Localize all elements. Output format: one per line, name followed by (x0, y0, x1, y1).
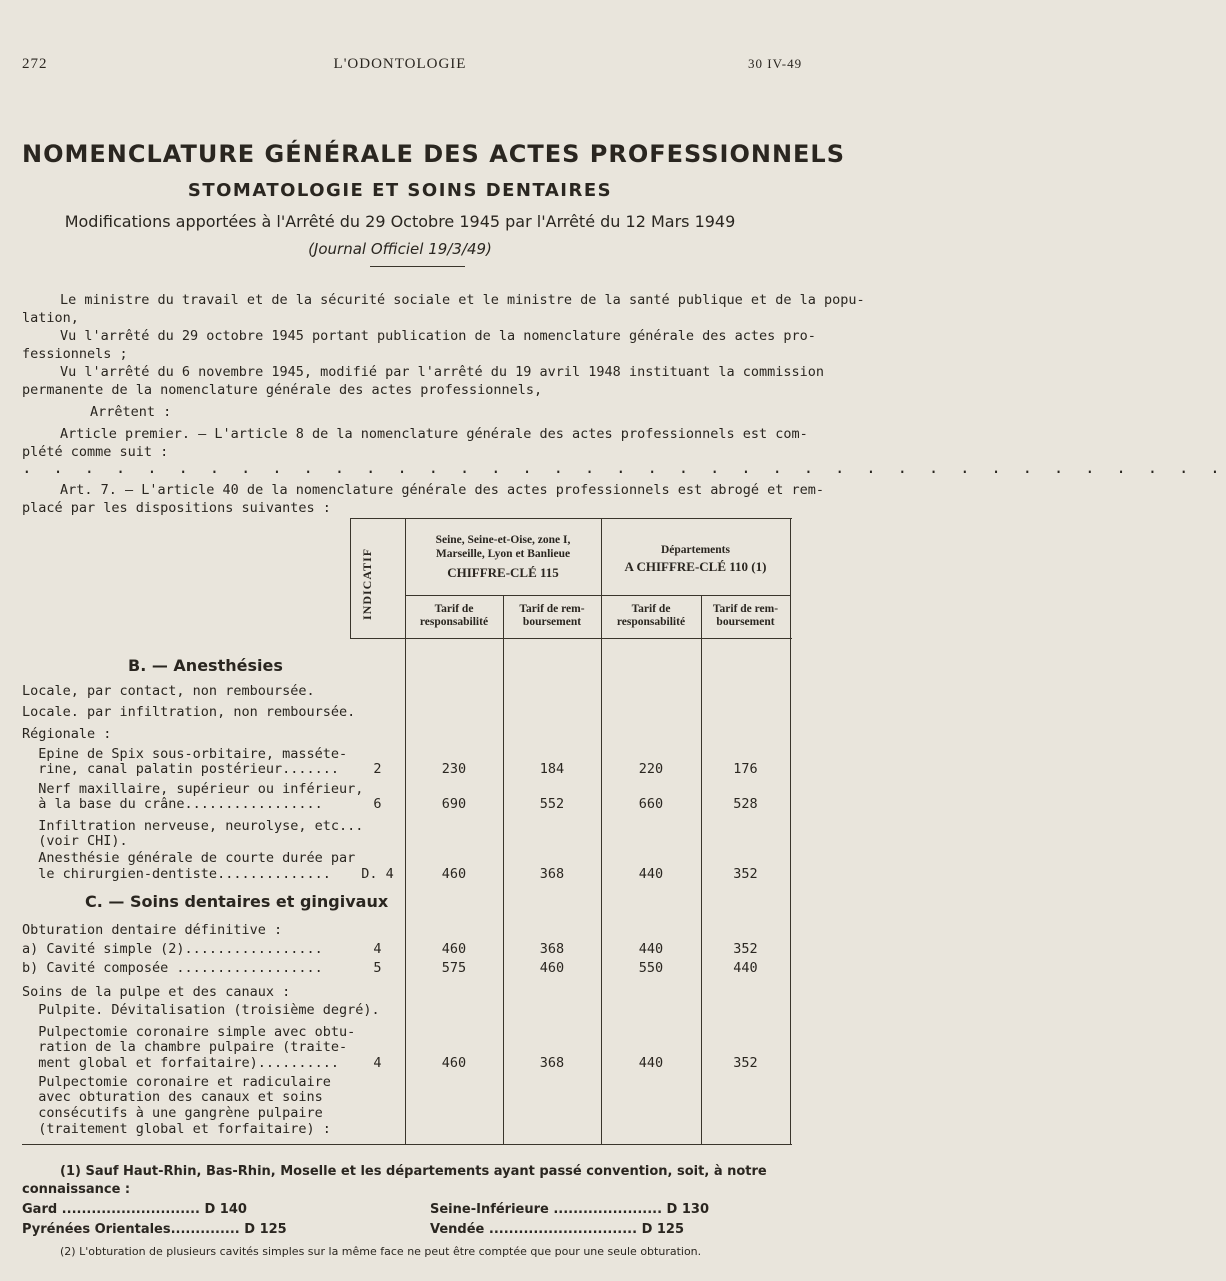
tarif-value: 460 (539, 960, 565, 976)
indicatif-value: 2 (373, 761, 382, 777)
tarif-resp-header: Tarif de responsabilité (616, 603, 686, 628)
row-label: consécutifs à une gangrène pulpaire (22, 1105, 323, 1121)
footnote-1: (1) Sauf Haut-Rhin, Bas-Rhin, Moselle et les départements ayant passé convention, soit, à notre (60, 1164, 767, 1179)
row-label: le chirurgien-dentiste.............. (22, 866, 331, 882)
tarif-value: 368 (539, 941, 565, 957)
footnote-2: (2) L'obturation de plusieurs cavités simples sur la même face ne peut être comptée que pour une seule obturation. (60, 1245, 702, 1258)
tarif-value: 352 (733, 941, 758, 957)
row-label: (traitement global et forfaitaire) : (22, 1121, 331, 1137)
section-b-heading: B. — Anesthésies (128, 656, 283, 675)
row-label: Epine de Spix sous-orbitaire, masséte- (22, 746, 348, 762)
row-label: Pulpite. Dévitalisation (troisième degré). (22, 1002, 380, 1018)
row-label: Obturation dentaire définitive : (22, 922, 283, 938)
row-label: à la base du crâne................. (22, 796, 323, 812)
indicatif-header: INDICATIF (360, 547, 374, 620)
row-label: (voir CHI). (22, 833, 128, 849)
tarif-value: 352 (733, 866, 758, 882)
preamble-line: Arrêtent : (90, 404, 172, 420)
row-label: rine, canal palatin postérieur....... (22, 761, 339, 777)
group2-header-line1: Départements (661, 544, 730, 556)
indicatif-value: 4 (373, 1055, 382, 1071)
tarif-value: 176 (733, 761, 758, 777)
tarif-value: 660 (638, 796, 664, 812)
row-label: avec obturation des canaux et soins (22, 1089, 323, 1105)
journal-title: L'ODONTOLOGIE (333, 56, 467, 72)
indicatif-value: 6 (373, 796, 382, 812)
page-number: 272 (22, 56, 48, 72)
issue-date: 30 IV-49 (748, 56, 803, 71)
tarif-value: 460 (441, 866, 467, 882)
group2-header-line2: A CHIFFRE-CLÉ 110 (1) (624, 559, 767, 574)
main-title: NOMENCLATURE GÉNÉRALE DES ACTES PROFESSIONNELS (22, 140, 846, 168)
tarif-value: 552 (539, 796, 565, 812)
tarif-value: 352 (733, 1055, 758, 1071)
tarif-value: 550 (638, 960, 664, 976)
tarif-value: 575 (441, 960, 467, 976)
row-label: b) Cavité composée .................. (22, 960, 323, 976)
tarif-resp-header: Tarif de responsabilité (419, 603, 489, 628)
row-label: Régionale : (22, 726, 112, 742)
row-label: ment global et forfaitaire).......... (22, 1055, 339, 1071)
tarif-value: 440 (733, 960, 758, 976)
row-label: ration de la chambre pulpaire (traite- (22, 1039, 348, 1055)
tarif-value: 528 (733, 796, 758, 812)
group1-header-line1: Seine, Seine-et-Oise, zone I, (435, 534, 571, 546)
tarif-value: 220 (638, 761, 664, 777)
preamble-line: Vu l'arrêté du 6 novembre 1945, modifié par l'arrêté du 19 avril 1948 instituant la commission (60, 364, 825, 380)
tarif-value: 460 (441, 941, 467, 957)
tarif-value: 440 (638, 866, 664, 882)
footnote-1-cont: connaissance : (22, 1182, 131, 1197)
row-label: Soins de la pulpe et des canaux : (22, 984, 291, 1000)
preamble-line: Le ministre du travail et de la sécurité sociale et le ministre de la santé publique et de la popu- (60, 292, 865, 308)
row-label: Pulpectomie coronaire simple avec obtu- (22, 1024, 356, 1040)
preamble-line: Vu l'arrêté du 29 octobre 1945 portant publication de la nomenclature générale des actes pro- (60, 328, 816, 344)
subtitle: STOMATOLOGIE ET SOINS DENTAIRES (187, 180, 613, 201)
journal-reference: (Journal Officiel 19/3/49) (308, 240, 492, 258)
row-label: Locale, par contact, non remboursée. (22, 683, 315, 699)
footnote-gard: Gard ............................ D 140 (22, 1202, 247, 1217)
preamble-line: plété comme suit : (22, 444, 169, 460)
preamble-line: lation, (22, 310, 79, 326)
modifications-line: Modifications apportées à l'Arrêté du 29 Octobre 1945 par l'Arrêté du 12 Mars 1949 (64, 212, 736, 231)
preamble-line: permanente de la nomenclature générale des actes professionnels, (22, 382, 543, 398)
group1-header-line3: CHIFFRE-CLÉ 115 (447, 565, 559, 580)
tarif-value: 184 (539, 761, 565, 777)
row-label: Anesthésie générale de courte durée par (22, 850, 356, 866)
indicatif-value: 5 (373, 960, 382, 976)
tarif-value: 230 (441, 761, 467, 777)
tarif-remb-header: Tarif de rem- boursement (712, 603, 779, 628)
footnote-seine-inferieure: Seine-Inférieure ...................... D 130 (430, 1202, 709, 1217)
ellipsis-dots: . . . . . . . . . . . . . . . . . . . . . . . . . . . . . . . . . . . . . . . (22, 458, 1226, 477)
article-premier: Article premier. — L'article 8 de la nomenclature générale des actes professionnels est com- (60, 426, 808, 442)
indicatif-value: 4 (373, 941, 382, 957)
title-rule (370, 266, 465, 267)
indicatif-value: D. 4 (361, 866, 394, 882)
footnote-pyrenees: Pyrénées Orientales.............. D 125 (22, 1222, 287, 1237)
tarif-value: 460 (441, 1055, 467, 1071)
tarif-remb-header: Tarif de rem- boursement (519, 603, 585, 628)
group1-header-line2: Marseille, Lyon et Banlieue (435, 548, 571, 560)
row-label: Locale. par infiltration, non remboursée. (22, 704, 356, 720)
row-label: a) Cavité simple (2)................. (22, 941, 323, 957)
tarif-value: 440 (638, 941, 664, 957)
section-c-heading: C. — Soins dentaires et gingivaux (85, 892, 389, 911)
tarif-value: 440 (638, 1055, 664, 1071)
row-label: Pulpectomie coronaire et radiculaire (22, 1074, 331, 1090)
row-label: Infiltration nerveuse, neurolyse, etc... (22, 818, 364, 834)
tarif-value: 368 (539, 1055, 565, 1071)
preamble-line: fessionnels ; (22, 346, 128, 362)
tarif-value: 368 (539, 866, 565, 882)
row-label: Nerf maxillaire, supérieur ou inférieur, (22, 781, 364, 797)
article-7: Art. 7. — L'article 40 de la nomenclature générale des actes professionnels est abrogé et rem- (60, 482, 825, 498)
preamble-line: placé par les dispositions suivantes : (22, 500, 331, 516)
footnote-vendee: Vendée .............................. D 125 (430, 1222, 685, 1237)
tarif-value: 690 (441, 796, 467, 812)
